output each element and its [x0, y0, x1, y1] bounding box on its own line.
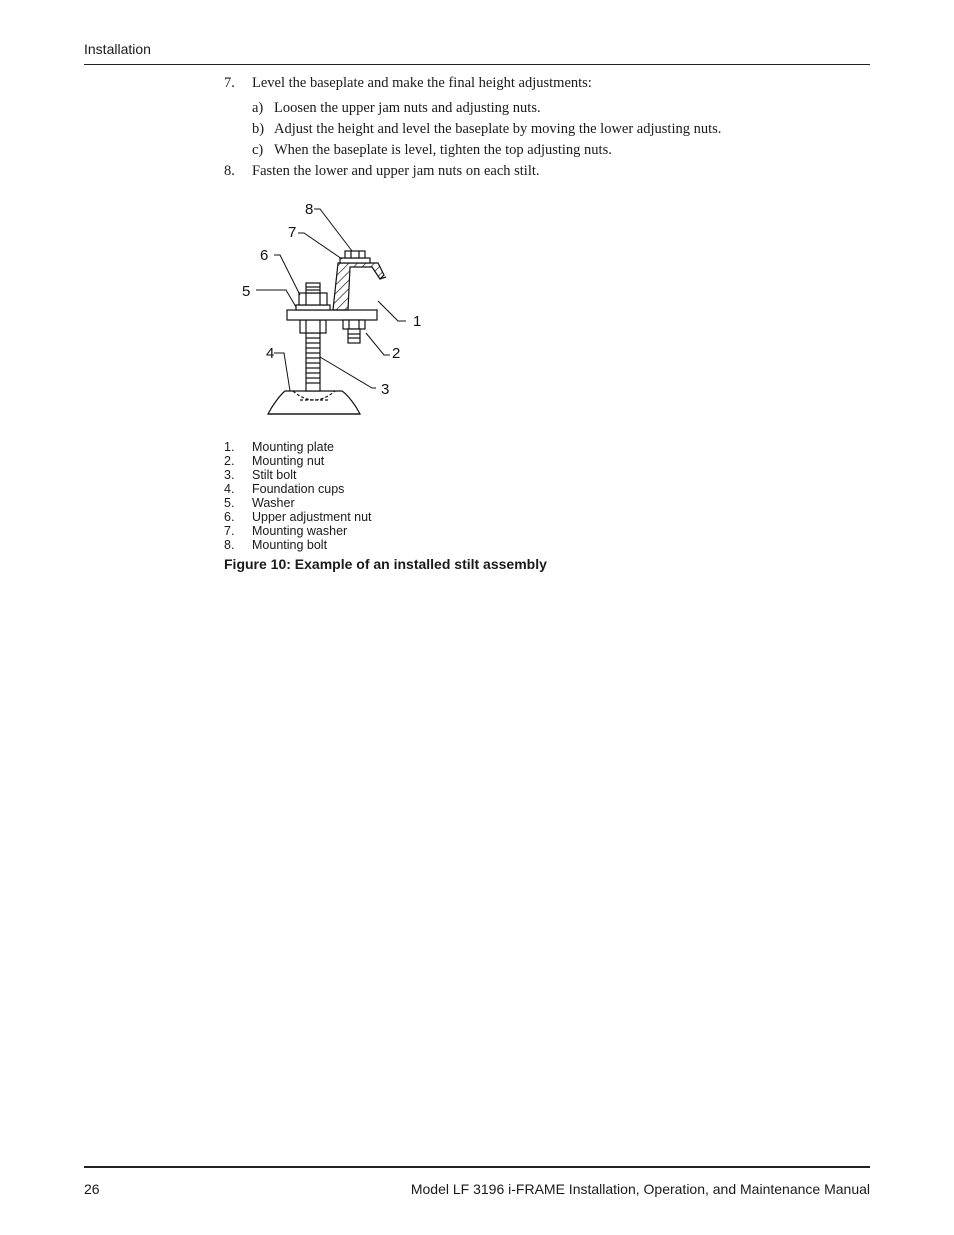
legend-number: 7. — [224, 524, 235, 538]
legend-label: Stilt bolt — [252, 468, 297, 482]
substep-number: a) — [252, 100, 264, 116]
legend-label: Mounting plate — [252, 440, 335, 454]
upper-adjustment-nut-shape — [299, 293, 327, 305]
callout-6: 6 — [260, 247, 269, 264]
legend-number: 2. — [224, 454, 235, 468]
mounting-plate-shape — [287, 310, 377, 320]
legend-item — [224, 496, 372, 510]
legend-item — [224, 440, 372, 454]
legend-number: 3. — [224, 468, 235, 482]
legend-item — [224, 524, 372, 538]
legend-number: 8. — [224, 538, 235, 552]
legend-number: 5. — [224, 496, 235, 510]
substep-text: Adjust the height and level the baseplate by moving the lower adjusting nuts. — [274, 121, 722, 137]
mounting-washer-shape — [340, 258, 370, 263]
legend-item — [224, 454, 372, 468]
legend-number: 1. — [224, 440, 235, 454]
legend-label: Mounting washer — [252, 524, 348, 538]
foundation-cup-shape — [268, 391, 360, 414]
step-7 — [224, 75, 592, 92]
callout-7: 7 — [288, 224, 297, 241]
legend-item — [224, 468, 372, 482]
legend-label: Mounting bolt — [252, 538, 328, 552]
leader-lines — [256, 209, 406, 391]
stilt-bolt-top — [306, 283, 320, 293]
substep-text: Loosen the upper jam nuts and adjusting nuts. — [274, 100, 541, 116]
callout-4: 4 — [266, 345, 275, 362]
step-text: Level the baseplate and make the final height adjustments: — [252, 75, 592, 91]
legend-item — [224, 538, 372, 552]
substep-number: b) — [252, 121, 265, 137]
substep-b — [252, 121, 721, 138]
legend-label: Upper adjustment nut — [252, 510, 372, 524]
legend-label: Foundation cups — [252, 482, 345, 496]
footer-rule — [84, 1166, 870, 1168]
mounting-nut-shape — [343, 320, 365, 329]
legend-label: Mounting nut — [252, 454, 325, 468]
substep-c — [252, 142, 612, 159]
step-8 — [224, 163, 540, 180]
step-number: 7. — [224, 75, 235, 91]
callout-8: 8 — [305, 201, 314, 218]
step-text: Fasten the lower and upper jam nuts on each stilt. — [252, 163, 540, 179]
callout-1: 1 — [413, 313, 422, 330]
callout-5: 5 — [242, 283, 251, 300]
legend-label: Washer — [252, 496, 295, 510]
step-number: 8. — [224, 163, 235, 179]
lower-adjusting-nut — [300, 320, 326, 333]
substep-number: c) — [252, 142, 264, 158]
figure-caption: Figure 10: Example of an installed stilt assembly — [224, 556, 547, 572]
baseplate-section — [333, 263, 384, 310]
washer-shape — [296, 305, 330, 310]
legend-number: 4. — [224, 482, 235, 496]
stilt-bolt-shape — [306, 333, 320, 391]
callout-2: 2 — [392, 345, 401, 362]
manual-title: Model LF 3196 i-FRAME Installation, Operation, and Maintenance Manual — [410, 1181, 870, 1197]
page-number: 26 — [84, 1181, 100, 1197]
mounting-bolt-tip — [348, 329, 360, 343]
header-rule — [84, 64, 870, 65]
stilt-assembly-diagram — [230, 195, 430, 420]
callout-3: 3 — [381, 381, 390, 398]
legend-number: 6. — [224, 510, 235, 524]
figure-legend — [224, 440, 372, 552]
running-header: Installation — [84, 41, 151, 57]
substep-a — [252, 100, 541, 117]
substep-text: When the baseplate is level, tighten the top adjusting nuts. — [274, 142, 612, 158]
legend-item — [224, 510, 372, 524]
legend-item — [224, 482, 372, 496]
mounting-bolt-head — [345, 251, 365, 258]
